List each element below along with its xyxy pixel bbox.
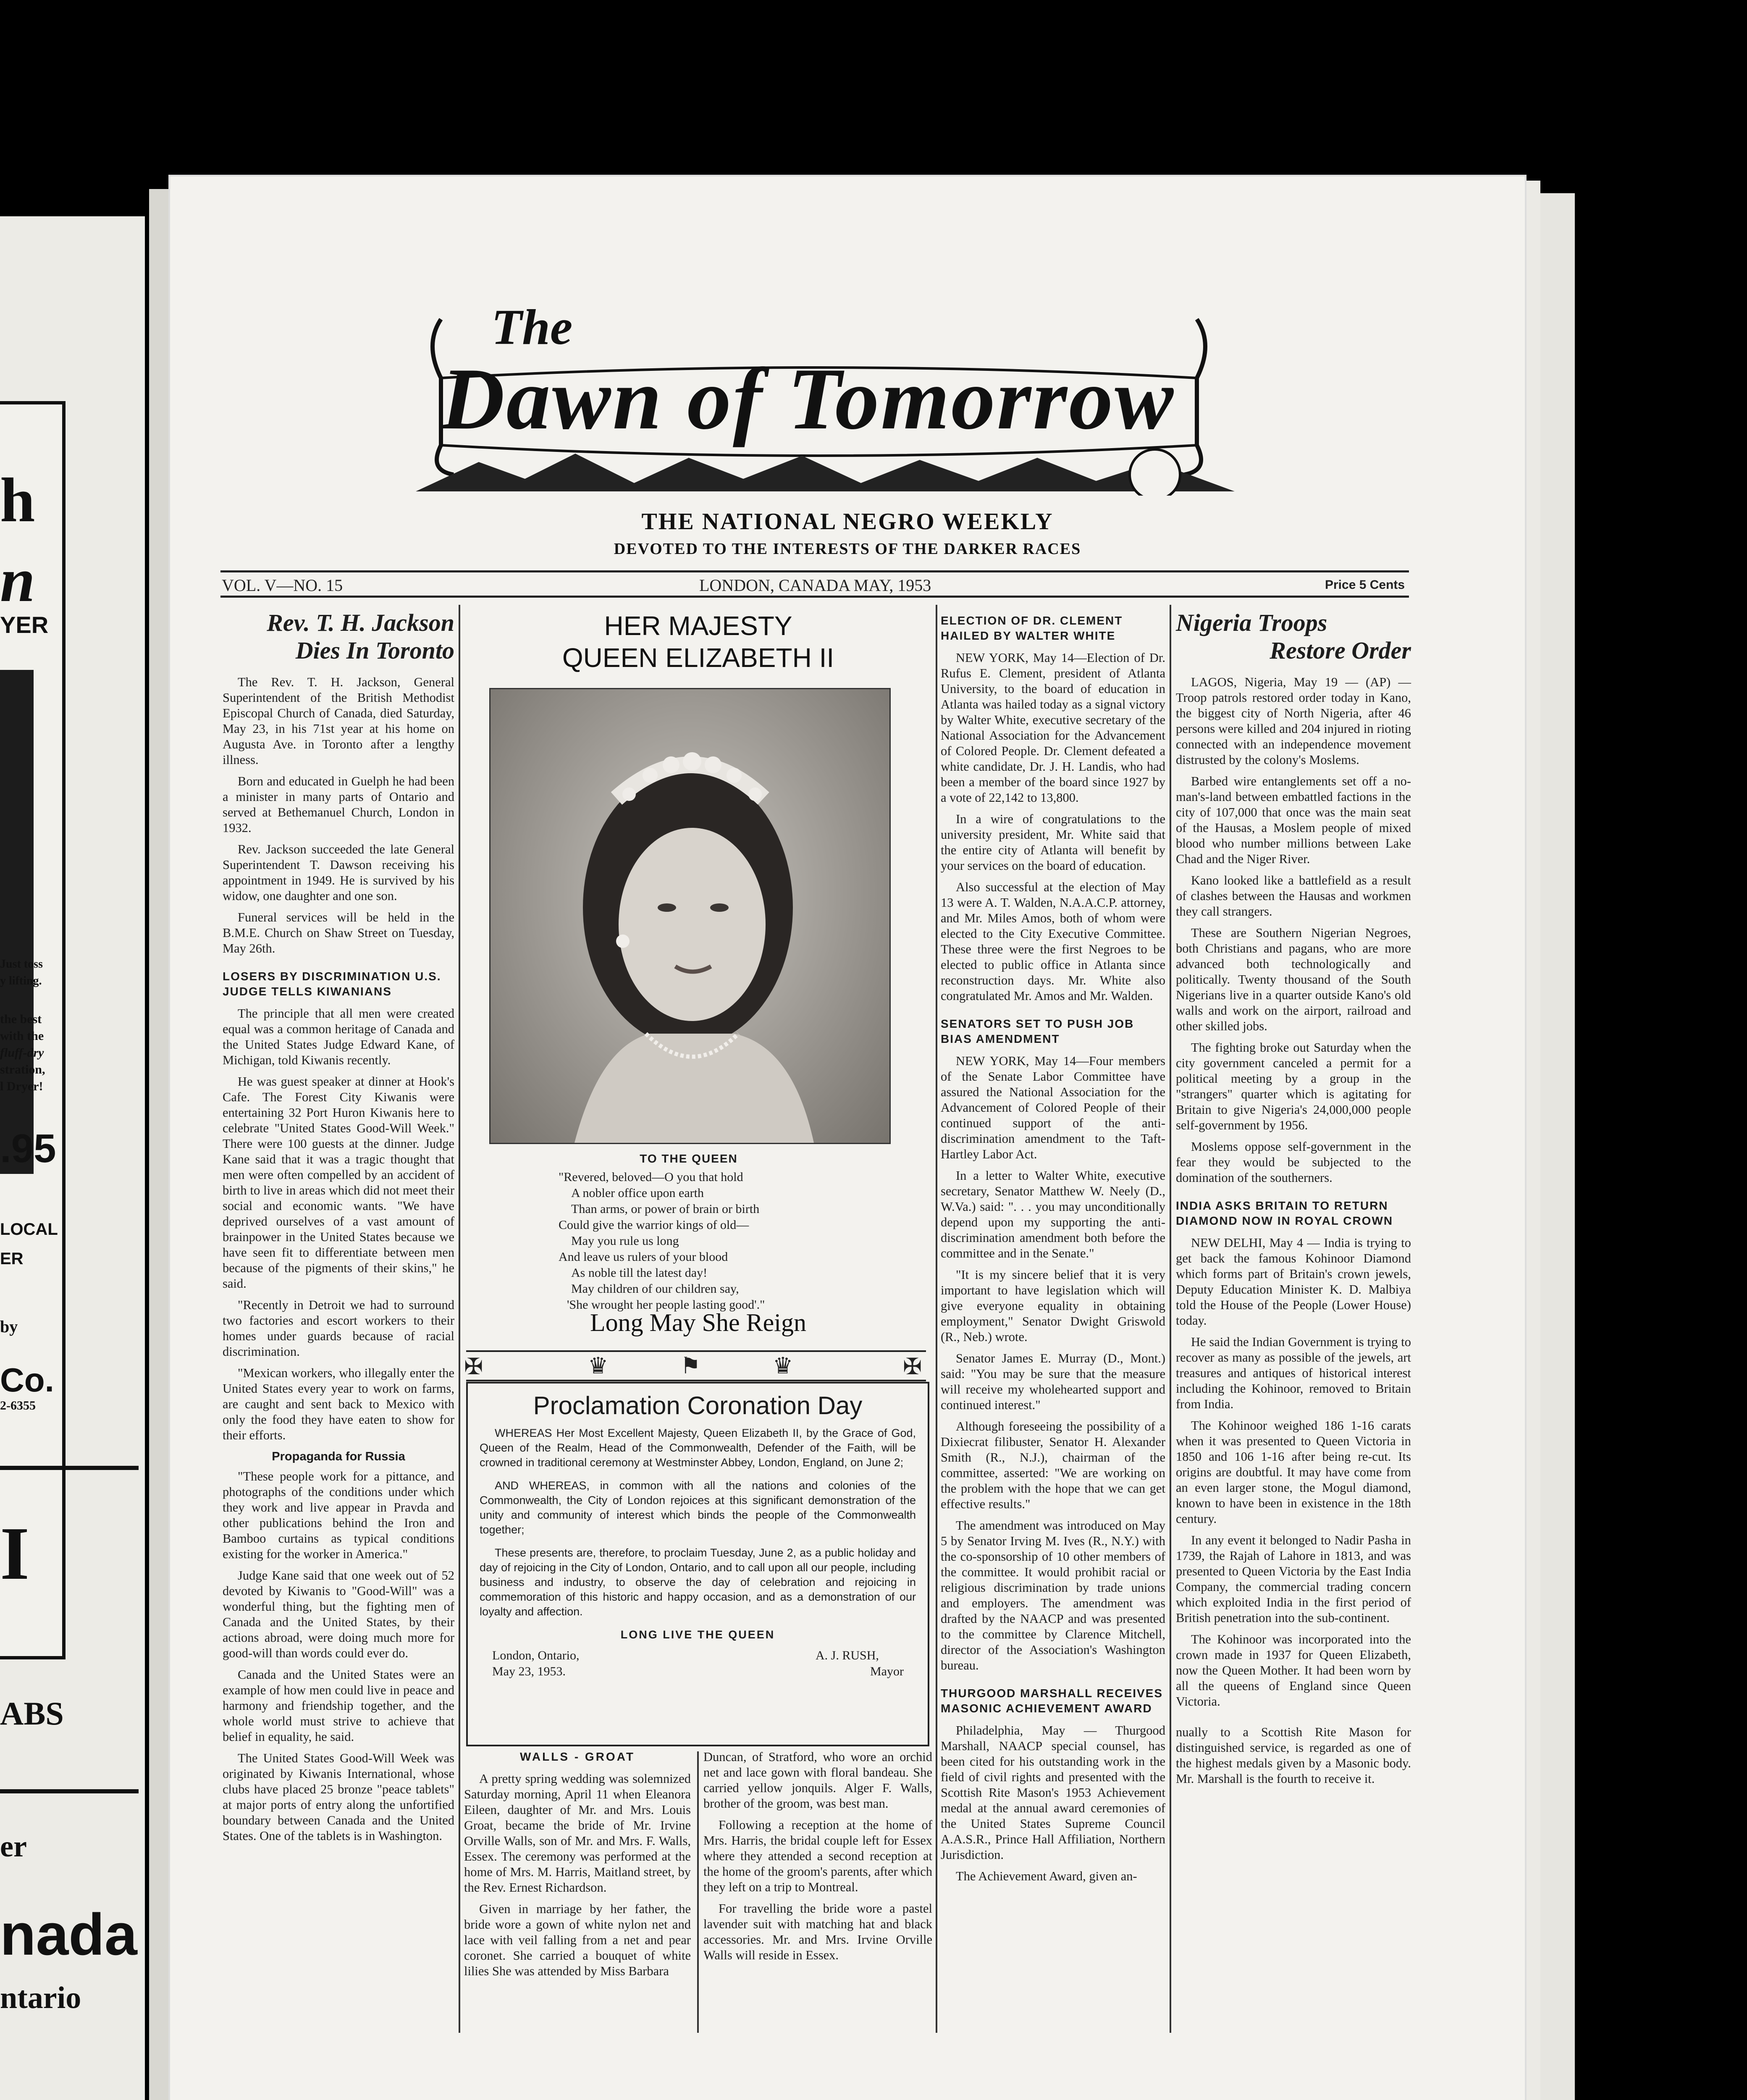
signature-date: May 23, 1953. — [492, 1664, 566, 1678]
poem-line: Than arms, or power of brain or birth — [571, 1202, 760, 1216]
paragraph: The Rev. T. H. Jackson, General Superintendent of the British Methodist Episcopal Church of Canada, died Saturday, May 23, in his 71st year at his home on Augusta Ave. in Toronto after a lengthy illness. — [223, 675, 454, 767]
ad-fragment: 2-6355 — [0, 1399, 36, 1412]
paragraph: LAGOS, Nigeria, May 19 — (AP) — Troop patrols restored order today in Kano, the biggest city of North Nigeria, after 46 persons were killed and 204 injured in rioting connected with an independence movement distrusted by the colony's Moslems. — [1176, 675, 1411, 767]
signer-name: A. J. RUSH, — [816, 1648, 879, 1662]
paragraph: Although foreseeing the possibility of a Dixiecrat filibuster, Senator H. Alexander Smith (R., N.J.), chairman of the committee, asserted: "We are working on the problem with the hope that we can get effective results." — [941, 1419, 1165, 1511]
ad-fragment: er — [0, 1830, 27, 1863]
ad-fragment: n — [0, 545, 35, 615]
poem-line: 'She wrought her people lasting good'." — [567, 1298, 765, 1312]
poem-line: And leave us rulers of your blood — [559, 1250, 728, 1264]
column-1 — [223, 609, 454, 1850]
devoted-line: DEVOTED TO THE INTERESTS OF THE DARKER RACES — [614, 540, 1081, 558]
ad-fragment: stration, — [0, 1063, 45, 1076]
divider — [0, 1466, 139, 1470]
headline-line: Dies In Toronto — [295, 637, 454, 664]
ad-fragment: fluff-dry — [0, 1046, 44, 1060]
headline-jackson — [223, 609, 454, 664]
paragraph: In a letter to Walter White, executive secretary, Senator Matthew W. Neely (D., W.Va.) said: ". . . you may unconditionally depend upon my supporting the anti-discrimination amendment both before the committee and in the Senate." — [941, 1168, 1165, 1260]
masthead-the: The — [491, 299, 573, 355]
paragraph: Duncan, of Stratford, who wore an orchid net and lace gown with floral bandeau. She carried yellow jonquils. Alger F. Walls, brother of the groom, was best man. — [703, 1750, 932, 1811]
ad-fragment: l Dryer! — [0, 1079, 43, 1093]
volume-number: VOL. V—NO. 15 — [222, 576, 343, 595]
paragraph: "These people work for a pittance, and photographs of the conditions under which they work and live appear in Pravda and other publications behind the Iron and Bamboo curtains as typical conditions existing for the worker in America." — [223, 1469, 454, 1561]
ad-fragment: Just toss — [0, 958, 43, 971]
crown-icon: ♛ — [773, 1353, 793, 1378]
paragraph: Funeral services will be held in the B.M.E. Church on Shaw Street on Tuesday, May 26th. — [223, 910, 454, 956]
poem-line: May you rule us long — [571, 1234, 679, 1248]
cross-icon: ✠ — [903, 1354, 922, 1379]
headline-line: HER MAJESTY — [604, 611, 792, 641]
proclamation-text — [468, 1426, 928, 1682]
rule — [220, 570, 1409, 572]
neighbor-page — [0, 216, 145, 2100]
ad-price: .95 — [0, 1126, 56, 1171]
column-rule — [697, 1751, 699, 2033]
subheading: Propaganda for Russia — [272, 1450, 405, 1463]
rule — [466, 1380, 926, 1381]
ad-fragment: by — [0, 1317, 18, 1336]
paragraph: He said the Indian Government is trying to recover as many as possible of the jewels, art treasures and antiques of historical interest including the Kohinoor, removed to Britain from India. — [1176, 1335, 1411, 1411]
poem-line: May children of our children say, — [571, 1282, 739, 1296]
paragraph: In any event it belonged to Nadir Pasha in 1739, the Rajah of Lahore in 1813, and was presented to Queen Victoria by the East India Company, the commercial trading concern which exploited India in the first period of British penetration into the sub-continent. — [1176, 1533, 1411, 1625]
paragraph: The Kohinoor weighed 186 1-16 carats when it was presented to Queen Victoria in 1850 and 106 1-16 after being re-cut. Its origins are doubtful. It may have come from an even larger stone, the Mogul diamond, known to have been in existence in the 18th century. — [1176, 1418, 1411, 1526]
price: Price 5 Cents — [1325, 578, 1405, 592]
paragraph: Philadelphia, May — Thurgood Marshall, NAACP special counsel, has been cited for his outstanding work in the field of civil rights and presented with the Scottish Rite Mason's 1953 Achievement medal at the annual award ceremonies of the United States Supreme Council A.A.S.R., Prince Hall Affiliation, Northern Jurisdiction. — [941, 1723, 1165, 1862]
paragraph: The fighting broke out Saturday when the city government canceled a permit for a political meeting by a group in the "strangers" quarter which is agitating for Britain to give Nigeria's 24,000,000 people self-government by 1956. — [1176, 1040, 1411, 1132]
tagline: THE NATIONAL NEGRO WEEKLY — [641, 509, 1054, 535]
poem-line: A nobler office upon earth — [571, 1186, 704, 1200]
headline-line: QUEEN ELIZABETH II — [562, 643, 834, 673]
ad-fragment: ntario — [0, 1981, 81, 2015]
ad-fragment: I — [0, 1512, 30, 1595]
paragraph: The amendment was introduced on May 5 by Senator Irving M. Ives (R., N.Y.) with the co-sponsorship of 10 other members of the committee. It would prohibit racial or religious discrimination by trade unions and employers. The amendment was drafted by the NAACP and was presented to the committee by Clarence Mitchell, director of the Association's Washington bureau. — [941, 1518, 1165, 1672]
section-heading: SENATORS SET TO PUSH JOB BIAS AMENDMENT — [941, 1017, 1134, 1045]
paragraph: A pretty spring wedding was solemnized Saturday morning, April 11 when Eleanora Eileen, daughter of Mr. and Mrs. Louis Groat, became the bride of Mr. Irvine Orville Walls, son of Mr. and Mrs. F. Walls, Essex. The ceremony was performed at the home of Mrs. M. Harris, Maitland street, by the Rev. Ernest Richardson. — [464, 1772, 691, 1895]
divider — [0, 1789, 139, 1793]
paragraph: Given in marriage by her father, the bride wore a gown of white nylon net and lace with veil falling from a net and pear coronet. She carried a bouquet of white lilies She was attended by Miss Barbara — [464, 1902, 691, 1978]
paragraph: Moslems oppose self-government in the fear they would be subjected to the domination of the southerners. — [1176, 1139, 1411, 1185]
paragraph: "It is my sincere belief that it is very important to have legislation which will give everyone equality in obtaining employment," Senator Dwight Griswold (R., Neb.) wrote. — [941, 1268, 1165, 1344]
ad-fragment: Co. — [0, 1361, 54, 1399]
appliance-image — [0, 670, 34, 1174]
wedding-column-1 — [464, 1749, 691, 1985]
section-heading: ELECTION OF DR. CLEMENT HAILED BY WALTER WHITE — [941, 614, 1123, 642]
wedding-column-2 — [703, 1749, 932, 1969]
ad-fragment: ABS — [0, 1695, 64, 1732]
paragraph: Also successful at the election of May 13 were A. T. Walden, N.A.A.C.P. attorney, and Mr. Miles Amos, both of whom were elected to the City Executive Committee. These three were the first Negroes to be elected to public office in Atlanta since reconstruction days. Mr. White also congratulated Mr. Amos and Mr. Walden. — [941, 880, 1165, 1003]
ad-fragment: h — [0, 465, 35, 535]
long-live-the-queen: LONG LIVE THE QUEEN — [620, 1628, 775, 1641]
column-rule — [1170, 605, 1171, 2033]
paragraph: WHEREAS Her Most Excellent Majesty, Queen Elizabeth II, by the Grace of God, Queen of the Realm, Head of the Commonwealth, Defender of the Faith, will be crowned in traditional ceremony at Westminster Abbey, London, England, on June 2; — [480, 1427, 916, 1469]
section-heading: LOSERS BY DISCRIMINATION U.S. JUDGE TELLS KIWANIANS — [223, 970, 441, 998]
column-rule — [459, 605, 460, 2033]
masthead-title: Dawn of Tomorrow — [441, 350, 1175, 448]
poem-line: As noble till the latest day! — [571, 1266, 708, 1280]
paragraph: The Kohinoor was incorporated into the crown made in 1937 for Queen Elizabeth, now the Queen Mother. It had been worn by all the queens of England since Queen Victoria. — [1176, 1632, 1411, 1709]
ad-fragment: nada — [0, 1901, 137, 1967]
headline-line: Rev. T. H. Jackson — [267, 609, 454, 636]
cross-icon: ✠ — [464, 1354, 483, 1379]
paragraph: Barbed wire entanglements set off a no-man's-land between embattled factions in the city of 107,000 that once was the main seat of the Hausas, a Moslem people of mixed blood who number millions between Lake Chad and the Niger River. — [1176, 774, 1411, 866]
paragraph: Canada and the United States were an example of how men could live in peace and harmony and friendship together, and the whole world must strive to achieve that belief in equality, he said. — [223, 1667, 454, 1744]
ad-fragment: with the — [0, 1029, 44, 1043]
signature-place: London, Ontario, — [492, 1648, 580, 1662]
signer-role: Mayor — [870, 1664, 904, 1678]
paragraph: AND WHEREAS, in common with all the nations and colonies of the Commonwealth, the City of London rejoices at this significant demonstration of the unity and community of interest which binds the people of the Commonwealth together; — [480, 1479, 916, 1536]
paragraph: NEW YORK, May 14—Four members of the Senate Labor Committee have assured the National Association for the Advancement of Colored People of their continued support of the anti-discrimination amendment to the Taft-Hartley Labor Act. — [941, 1054, 1165, 1161]
crown-icon: ♛ — [588, 1353, 609, 1378]
poem-line: "Revered, beloved—O you that hold — [559, 1170, 743, 1184]
rule — [220, 596, 1409, 598]
poem-line: Could give the warrior kings of old— — [559, 1218, 749, 1232]
paragraph: Senator James E. Murray (D., Mont.) said: "You may be sure that the measure will receive my wholehearted support and continued interest." — [941, 1351, 1165, 1412]
proclamation-signature — [480, 1648, 916, 1682]
paragraph: Kano looked like a battlefield as a result of clashes between the Hausas and workmen they call strangers. — [1176, 873, 1411, 919]
headline-nigeria — [1176, 609, 1411, 664]
masthead — [416, 294, 1235, 496]
proclamation-box — [466, 1382, 929, 1746]
ad-fragment: ER — [0, 1250, 24, 1268]
ad-fragment: the best — [0, 1012, 42, 1026]
paragraph: Born and educated in Guelph he had been a minister in many parts of Ontario and served at Bethemanuel Church, London in 1932. — [223, 774, 454, 835]
queen-headline — [464, 610, 932, 674]
section-heading: THURGOOD MARSHALL RECEIVES MASONIC ACHIEVEMENT AWARD — [941, 1687, 1163, 1715]
poem — [487, 1151, 890, 1313]
paragraph: nually to a Scottish Rite Mason for distinguished service, is regarded as one of the highest medals given by a Masonic body. Mr. Marshall is the fourth to receive it. — [1176, 1725, 1411, 1786]
proclamation-title: Proclamation Coronation Day — [533, 1391, 863, 1420]
place-date: LONDON, CANADA MAY, 1953 — [699, 576, 931, 595]
section-heading: WALLS - GROAT — [520, 1750, 635, 1763]
ad-fragment: LOCAL — [0, 1220, 58, 1239]
paragraph: "Mexican workers, who illegally enter the United States every year to work on farms, are caught and sent back to Mexico with only the food they have eaten to show for their efforts. — [223, 1366, 454, 1442]
paragraph: These are Southern Nigerian Negroes, both Christians and pagans, who are more advanced both technologically and politically. Twenty thousand of the South Nigerians live in a quarter outside Kano's old walls and work on the airport, railroad and other skilled jobs. — [1176, 926, 1411, 1033]
portrait-illustration — [491, 689, 889, 1143]
long-may-she-reign: Long May She Reign — [590, 1309, 806, 1336]
headline-line: Nigeria Troops — [1176, 609, 1327, 636]
queen-portrait — [489, 688, 891, 1144]
paragraph: The principle that all men were created equal was a common heritage of Canada and the United States Judge Edward Kane, of Michigan, told Kiwanis recently. — [223, 1006, 454, 1067]
ad-fragment: YER — [0, 612, 49, 638]
paragraph: These presents are, therefore, to proclaim Tuesday, June 2, as a public holiday and day of rejoicing in the City of London, Ontario, and to call upon all our people, including business and industry, to observe the day of celebration and rejoicing in commemoration of this historic and happy occasion, and as a demonstration of our loyalty and affection. — [480, 1546, 916, 1618]
paragraph: He was guest speaker at dinner at Hook's Cafe. The Forest City Kiwanis were entertaining 32 Port Huron Kiwanis here to celebrate "United States Good-Will Week." There were 100 guests at the dinner. Judge Kane said that it was a tragic thought that men were often compelled by an accident of birth to live in areas which did not meet their social and economic wants. "We have deprived ourselves of a vast amount of brainpower in the United States because we have seen fit to differentiate between men because of the pigments of their skins," he said. — [223, 1074, 454, 1291]
paragraph: NEW DELHI, May 4 — India is trying to get back the famous Kohinoor Diamond which forms part of Britain's crown jewels, Deputy Education Minister K. D. Malbiya told the House of the People (Lower House) today. — [1176, 1236, 1411, 1328]
paragraph: The Achievement Award, given an- — [956, 1869, 1137, 1883]
paragraph: "Recently in Detroit we had to surround two factories and escort workers to their homes under guards because of racial discrimination. — [223, 1298, 454, 1359]
paragraph: Rev. Jackson succeeded the late General Superintendent T. Dawson receiving his appointment in 1949. He is survived by his widow, one daughter and one son. — [223, 842, 454, 903]
headline-line: Restore Order — [1270, 637, 1411, 664]
rule — [466, 1350, 926, 1352]
section-heading: INDIA ASKS BRITAIN TO RETURN DIAMOND NOW IN ROYAL CROWN — [1176, 1199, 1393, 1227]
ad-fragment: y lifting. — [0, 974, 42, 987]
paragraph: Following a reception at the home of Mrs. Harris, the bridal couple left for Essex where they attended a second reception at the home of the groom's parents, after which they left on a trip to Montreal. — [703, 1818, 932, 1894]
column-4 — [1176, 609, 1411, 1793]
column-3 — [941, 613, 1165, 1890]
paragraph: For travelling the bride wore a pastel lavender suit with matching hat and black accessories. Mr. and Mrs. Irvine Orville Walls will reside in Essex. — [703, 1901, 932, 1962]
paragraph: The United States Good-Will Week was originated by Kiwanis International, whose clubs have placed 25 bronze "peace tablets" at major ports of entry along the unfortified boundary between Canada and the United States. One of the tablets is in Washington. — [223, 1751, 454, 1843]
column-rule — [936, 605, 937, 2033]
paragraph: Judge Kane said that one week out of 52 devoted by Kiwanis to "Good-Will" was a wonderful thing, but the fighting men of Canada and the United States, by their actions abroad, were doing much more for good-will than words could ever do. — [223, 1568, 454, 1660]
flag-icon: ⚑ — [680, 1353, 701, 1378]
paragraph: NEW YORK, May 14—Election of Dr. Rufus E. Clement, president of Atlanta University, to the board of education in Atlanta was hailed today as a signal victory by Walter White, executive secretary of the National Association for the Advancement of Colored People. Dr. Clement defeated a white candidate, Dr. J. H. Landis, who had been a member of the board since 1927 by a vote of 22,142 to 13,800. — [941, 651, 1165, 805]
poem-title: TO THE QUEEN — [640, 1152, 738, 1165]
paragraph: In a wire of congratulations to the university president, Mr. White said that the entire city of Atlanta will benefit by your services on the board of education. — [941, 812, 1165, 873]
